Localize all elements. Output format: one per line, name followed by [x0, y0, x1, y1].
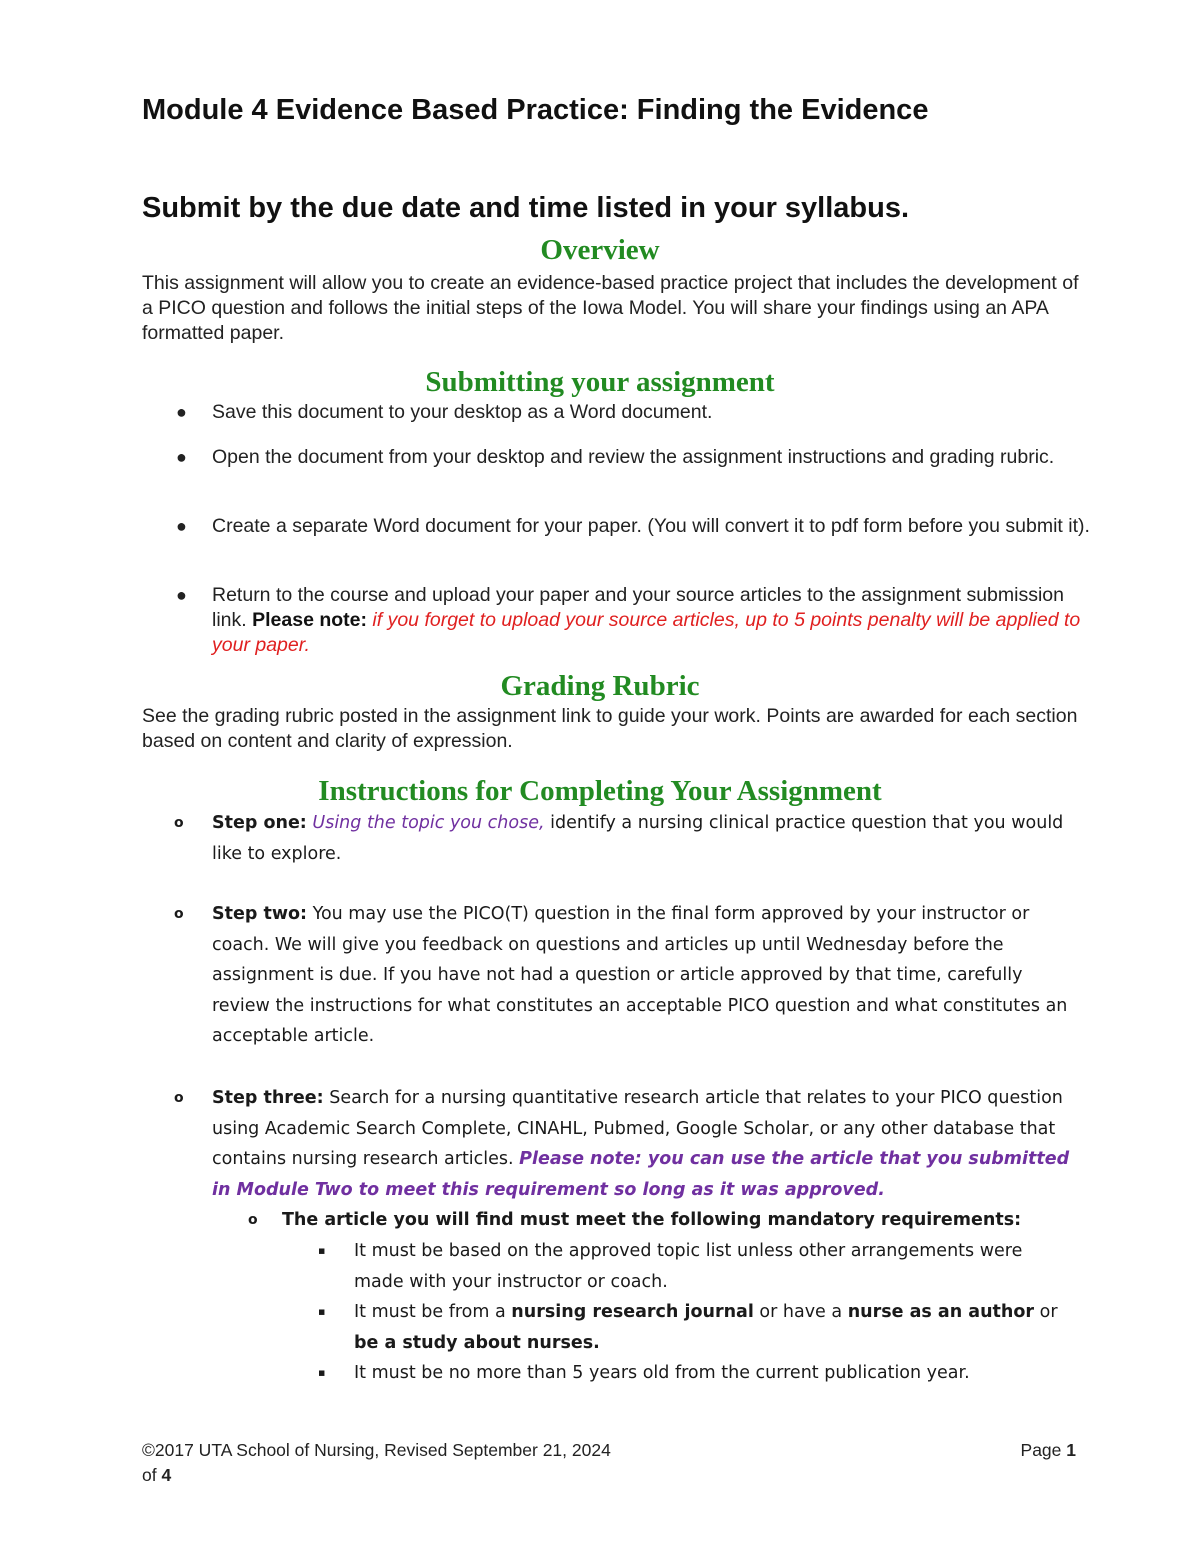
overview-heading: Overview	[540, 234, 660, 266]
circle-bullet-icon: o	[174, 1090, 184, 1106]
bullet-icon: ●	[176, 516, 187, 536]
bullet-icon: ●	[176, 402, 187, 422]
step-two-label: Step two:	[212, 904, 308, 924]
bullet-icon: ●	[176, 585, 187, 605]
overview-text: This assignment will allow you to create an evidence-based practice project that includes the development of a PICO question and follows the initial steps of the Iowa Model. You will share your findings using an APA formatted paper.	[142, 272, 1079, 344]
instructions-heading: Instructions for Completing Your Assignment	[318, 775, 882, 807]
step-three-note: Please note: you can use the article that you submitted in Module Two to meet this requirement so long as it was approved.	[212, 1149, 1070, 1200]
submitting-heading: Submitting your assignment	[425, 366, 775, 398]
grading-heading: Grading Rubric	[500, 670, 700, 702]
step-three-text: Search for a nursing quantitative research article that relates to your PICO question using Academic Search Complete, CINAHL, Pubmed, Google Scholar, or any other database that contains nursing research articles.	[212, 1088, 1063, 1169]
mandatory-requirements-text: The article you will find must meet the following mandatory requirements:	[282, 1210, 1022, 1230]
footer-copyright: ©2017 UTA School of Nursing, Revised September 21, 2024	[142, 1440, 611, 1460]
footer-page-number: Page 1	[1020, 1440, 1076, 1460]
footer-page-total: of 4	[142, 1465, 172, 1485]
square-bullet-icon: ▪	[318, 1366, 326, 1379]
document-page: Module 4 Evidence Based Practice: Finding the Evidence Submit by the due date and time listed in your syllabus. Overview This assignment will allow you to create an evidence-based practice project that includes the development of a PICO question and follows the initial steps of the Iowa Model. You will share your findings using an APA formatted paper. Submitting your assignment ● Save this document to your desktop as a Word document. ● Open the document from your desktop and review the assignment instructions and grading rubric. ● Create a separate Word document for your paper. (You will convert it to pdf form before you submit it). ● Return to the course and upload your paper and your source articles to the assignment submission link. Please note: if you forget to upload your source articles, up to 5 points penalty will be applied to your paper. Grading Rubric See the grading rubric posted in the assignment link to guide your work. Points are awarded for each section based on content and clarity of expression. Instructions for Completing Your Assignment o Step one: Using the topic you chose, identify a nursing clinical practice question that you would like to explore. o Step two: You may use the PICO(T) question in the final form approved by your instructor or coach. We will give you feedback on questions and articles up until Wednesday before the assignment is due. If you have not had a question or article approved by that time, carefully review the instructions for what constitutes an acceptable PICO question and what constitutes an acceptable article. o Step three: Search for a nursing quantitative research article that relates to your PICO question using Academic Search Complete, CINAHL, Pubmed, Google Scholar, or any other database that contains nursing research articles. Please note: you can use the article that you submitted in Module Two to meet this requirement so long as it was approved. o The article you will find must meet the following mandatory requirements: ▪ It must be based on the approved topic list unless other arrangements were made with your instructor or coach. ▪ It must be from a nursing research journal or have a nurse as an author or be a study about nurses. ▪ It must be no more than 5 years old from the current publication year. ©2017 UTA School of Nursing, Revised September 21, 2024 Page 1 of 4	[0, 0, 1200, 1553]
step-two-text: You may use the PICO(T) question in the final form approved by your instructor or coach. We will give you feedback on questions and articles up until Wednesday before the assignment is due. If you have not had a question or article approved by that time, carefully review the instructions for what constitutes an acceptable PICO question and what constitutes an acceptable article.	[212, 904, 1068, 1046]
please-note-label: Please note:	[252, 609, 367, 631]
submit-by-notice: Submit by the due date and time listed in your syllabus.	[142, 192, 910, 224]
step-one-text: identify a nursing clinical practice question that you would like to explore.	[212, 813, 1064, 864]
document-title: Module 4 Evidence Based Practice: Finding the Evidence	[142, 94, 929, 126]
step-one-label: Step one:	[212, 813, 307, 833]
circle-bullet-icon: o	[248, 1212, 258, 1228]
step-three-label: Step three:	[212, 1088, 324, 1108]
square-bullet-icon: ▪	[318, 1305, 326, 1318]
grading-text: See the grading rubric posted in the assignment link to guide your work. Points are awarded for each section based on content and clarity of expression.	[142, 705, 1078, 752]
bullet-icon: ●	[176, 447, 187, 467]
penalty-warning: if you forget to upload your source articles, up to 5 points penalty will be applied to your paper.	[212, 609, 1081, 656]
circle-bullet-icon: o	[174, 906, 184, 922]
bullet4-text: Return to the course and upload your paper and your source articles to the assignment submission link.	[212, 584, 1064, 631]
step-one-emphasis: Using the topic you chose,	[312, 813, 545, 833]
circle-bullet-icon: o	[174, 815, 184, 831]
square-bullet-icon: ▪	[318, 1244, 326, 1257]
